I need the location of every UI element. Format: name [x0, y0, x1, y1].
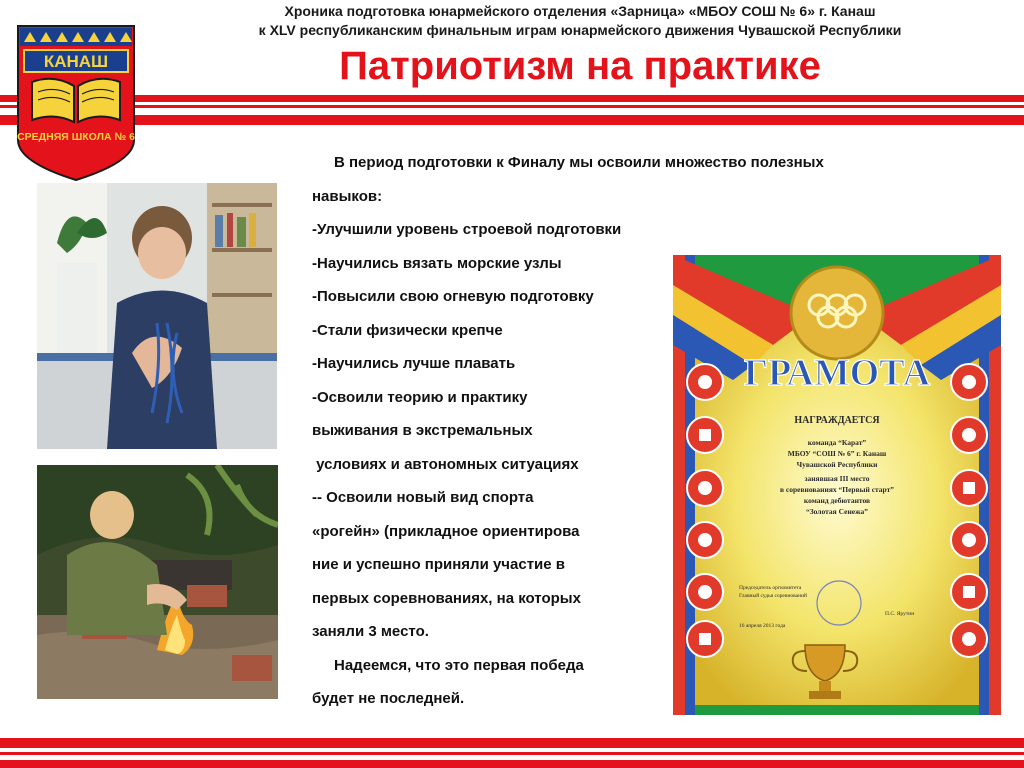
- top-band-2: [0, 105, 1024, 108]
- photo-campfire: [37, 465, 278, 699]
- certificate-signer-name: П.С. Ярутин: [885, 611, 915, 617]
- body-line: -Научились лучше плавать: [312, 355, 516, 372]
- school-emblem: [14, 22, 138, 182]
- body-line: -Освоили теорию и практику: [312, 388, 528, 406]
- certificate-line: в соревнованиях “Первый старт”: [779, 485, 895, 494]
- body-line: В период подготовки к Финалу мы освоили множество полезных: [334, 154, 824, 171]
- body-line: будет не последней.: [312, 690, 465, 707]
- body-line: заняли 3 место.: [312, 623, 429, 640]
- body-line: -- Освоили новый вид спорта: [312, 489, 534, 506]
- certificate-signer-1: Председатель оргкомитета: [739, 585, 802, 591]
- page-title: Патриотизм на практике: [339, 44, 821, 88]
- body-line: «рогейн» (прикладное ориентирова: [312, 522, 580, 540]
- body-line: ние и успешно приняли участие в: [312, 556, 565, 573]
- certificate-signer-2: Главный судья соревнований: [739, 593, 807, 599]
- header-line-1: Хроника подготовка юнармейского отделения «Зарница» «МБОУ СОШ № 6» г. Канаш: [284, 3, 876, 19]
- emblem-school: СРЕДНЯЯ ШКОЛА № 6: [17, 131, 135, 143]
- photo-knot-tying: [37, 183, 277, 449]
- body-line: выживания в экстремальных: [312, 422, 533, 439]
- body-line: условиях и автономных ситуациях: [312, 455, 579, 473]
- body-line: Надеемся, что это первая победа: [334, 656, 584, 674]
- header: [150, 2, 1010, 40]
- certificate-line: “Золотая Сенежа”: [805, 507, 869, 516]
- certificate-line: команда “Карат”: [807, 438, 867, 447]
- certificate-heading: ГРАМОТА: [743, 352, 931, 394]
- certificate: [673, 255, 1001, 715]
- header-line-2: к XLV республиканским финальным играм юнармейского движения Чувашской Республики: [258, 22, 902, 38]
- certificate-line: занявшая III место: [804, 474, 870, 483]
- top-band-3: [0, 115, 1024, 125]
- body-line: первых соревнованиях, на которых: [312, 589, 581, 607]
- knot-tying-image-icon: [37, 183, 277, 449]
- certificate-line: МБОУ “СОШ № 6” г. Канаш: [787, 449, 887, 458]
- body-line: -Научились вязать морские узлы: [312, 254, 562, 272]
- certificate-line: Чувашской Республики: [796, 460, 878, 469]
- body-line: навыков:: [312, 187, 383, 205]
- bottom-band-1: [0, 738, 1024, 748]
- olympic-rings-icon: [791, 267, 883, 359]
- certificate-date: 16 апреля 2013 года: [739, 623, 786, 629]
- bottom-band-3: [0, 760, 1024, 768]
- certificate-awarded: НАГРАЖДАЕТСЯ: [794, 415, 880, 426]
- body-line: -Повысили свою огневую подготовку: [312, 288, 594, 305]
- body-line: -Стали физически крепче: [312, 321, 503, 339]
- body-line: -Улучшили уровень строевой подготовки: [312, 221, 622, 238]
- campfire-image-icon: [37, 465, 278, 699]
- top-band-1: [0, 95, 1024, 102]
- bottom-band-2: [0, 752, 1024, 755]
- certificate-line: команд дебютантов: [803, 496, 871, 505]
- emblem-city: КАНАШ: [43, 52, 109, 71]
